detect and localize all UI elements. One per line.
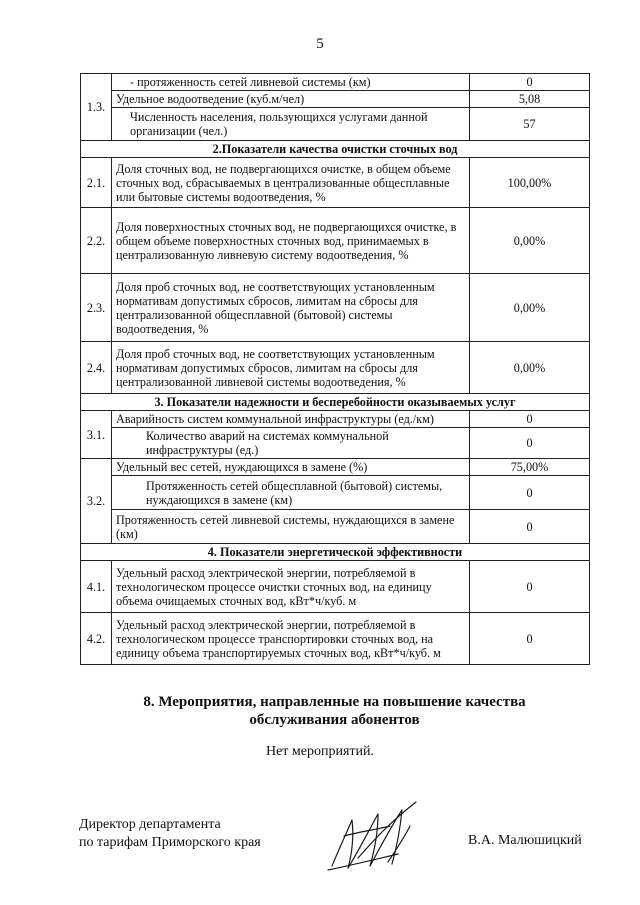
table-row [81,428,590,459]
indicators-table [80,73,590,665]
table-row [81,510,590,544]
table-row [81,108,590,141]
table-row [81,208,590,274]
row-value: 5,08 [470,91,590,108]
row-value: 0,00% [470,274,590,342]
handwritten-signature [318,796,438,876]
table-row [81,613,590,665]
row-value: 57 [470,108,590,141]
row-number: 2.3. [81,274,112,342]
row-number: 3.1. [81,411,112,459]
row-description: Протяженность сетей ливневой системы, нуждающихся в замене (км) [112,510,470,544]
row-description: Удельное водоотведение (куб.м/чел) [112,91,470,108]
section-title: 3. Показатели надежности и бесперебойности оказываемых услуг [81,394,590,411]
table-row [81,561,590,613]
section-header-row [81,394,590,411]
page-number: 5 [316,36,324,52]
row-value: 0 [470,476,590,510]
section-title: 2.Показатели качества очистки сточных вод [81,141,590,158]
row-description: Доля проб сточных вод, не соответствующих установленным нормативам допустимых сбросов, лимитам на сбросы для централизованной общесплавной (бытовой) системы водоотведения, % [112,274,470,342]
table-row [81,476,590,510]
row-value: 0 [470,561,590,613]
signatory-position-line2: по тарифам Приморского края [79,835,261,850]
signatory-name: В.А. Малюшицкий [468,833,582,848]
section-heading-line1: 8. Мероприятия, направленные на повышение качества [143,694,526,710]
row-description: Аварийность систем коммунальной инфраструктуры (ед./км) [112,411,470,428]
row-value: 0 [470,74,590,91]
section-heading-line2: обслуживания абонентов [249,712,420,728]
row-value: 0,00% [470,342,590,394]
row-number: 2.2. [81,208,112,274]
row-value: 0,00% [470,208,590,274]
no-measures-text: Нет мероприятий. [265,744,375,759]
signatory-position-line1: Директор департамента [79,817,221,832]
row-number: 4.2. [81,613,112,665]
row-description: Удельный вес сетей, нуждающихся в замене (%) [112,459,470,476]
row-number: 4.1. [81,561,112,613]
row-number: 2.4. [81,342,112,394]
signatory-position [79,816,261,852]
row-value: 0 [470,428,590,459]
row-description: Доля сточных вод, не подвергающихся очистке, в общем объеме сточных вод, сбрасываемых в централизованные общесплавные или бытовые системы водоотведения, % [112,158,470,208]
table-row [81,158,590,208]
section-heading [80,693,589,729]
row-description: Протяженность сетей общесплавной (бытовой) системы, нуждающихся в замене (км) [112,476,470,510]
row-description: - протяженность сетей ливневой системы (км) [112,74,470,91]
row-value: 0 [470,411,590,428]
table-row [81,91,590,108]
row-value: 0 [470,613,590,665]
row-value: 100,00% [470,158,590,208]
section-header-row [81,141,590,158]
row-description: Доля проб сточных вод, не соответствующих установленным нормативам допустимых сбросов, лимитам на сбросы для централизованной ливневой системы водоотведения, % [112,342,470,394]
row-description: Удельный расход электрической энергии, потребляемой в технологическом процессе очистки сточных вод, на единицу объема очищаемых сточных вод, кВт*ч/куб. м [112,561,470,613]
row-value: 75,00% [470,459,590,476]
row-description: Численность населения, пользующихся услугами данной организации (чел.) [112,108,470,141]
section-header-row [81,544,590,561]
row-number: 2.1. [81,158,112,208]
row-value: 0 [470,510,590,544]
table-row [81,74,590,91]
section-title: 4. Показатели энергетической эффективности [81,544,590,561]
row-description: Количество аварий на системах коммунальной инфраструктуры (ед.) [112,428,470,459]
row-number: 1.3. [81,74,112,141]
row-description: Удельный расход электрической энергии, потребляемой в технологическом процессе транспортировки сточных вод, на единицу объема транспортируемых сточных вод, кВт*ч/куб. м [112,613,470,665]
table-row [81,274,590,342]
table-row [81,342,590,394]
row-description: Доля поверхностных сточных вод, не подвергающихся очистке, в общем объеме поверхностных сточных вод, принимаемых в централизованную ливневую систему водоотведения, % [112,208,470,274]
table-row [81,459,590,476]
table-row [81,411,590,428]
row-number: 3.2. [81,459,112,544]
